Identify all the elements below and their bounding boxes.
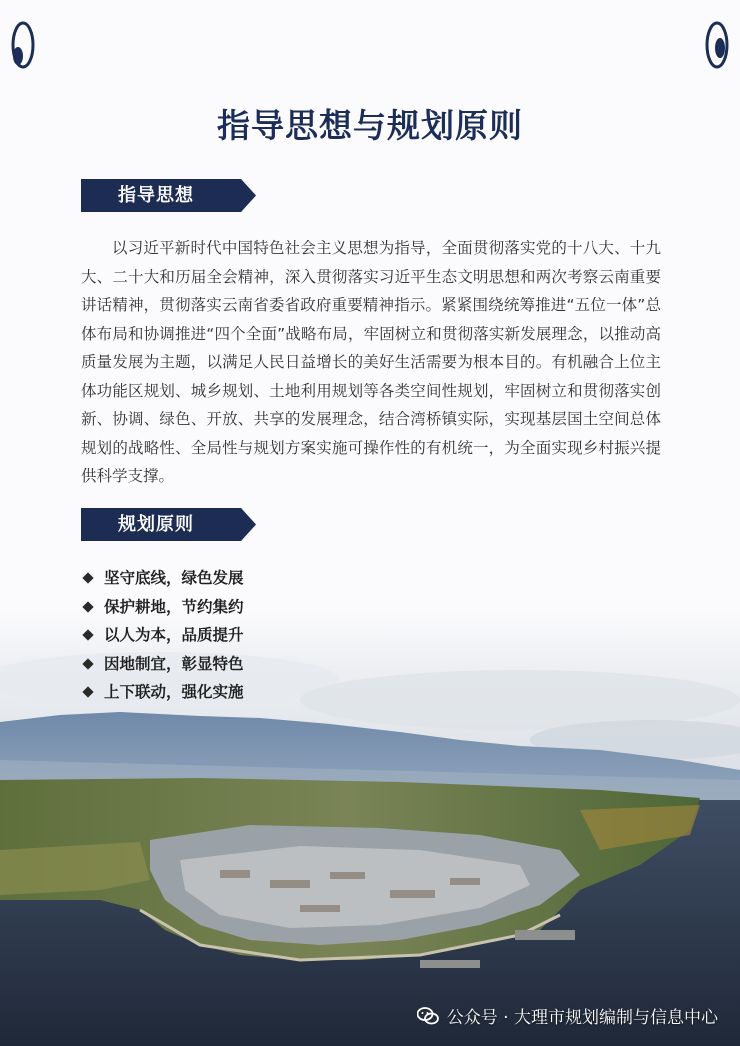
watermark-text: 公众号 · 大理市规划编制与信息中心 xyxy=(446,1008,718,1028)
section-heading-guiding-label: 指导思想 xyxy=(118,185,194,206)
section-heading-principles xyxy=(81,508,256,541)
diamond-bullet-icon xyxy=(82,658,93,669)
wechat-watermark xyxy=(417,1003,718,1028)
principle-text: 以人为本，品质提升 xyxy=(104,626,244,644)
list-item xyxy=(80,650,244,679)
section-heading-principles-label: 规划原则 xyxy=(118,514,194,535)
section-heading-guiding xyxy=(81,179,256,212)
diamond-bullet-icon xyxy=(82,687,93,698)
corner-ring-icon-right xyxy=(704,18,730,72)
diamond-bullet-icon xyxy=(82,601,93,612)
diamond-bullet-icon xyxy=(82,573,93,584)
principle-text: 坚守底线，绿色发展 xyxy=(104,569,244,587)
guiding-paragraph: 以习近平新时代中国特色社会主义思想为指导，全面贯彻落实党的十八大、十九大、二十大和历届全会精神，深入贯彻落实习近平生态文明思想和两次考察云南重要讲话精神，贯彻落实云南省委省政府重要精神指示。紧紧围绕统筹推进“五位一体”总体布局和协调推进“四个全面”战略布局，牢固树立和贯彻落实新发展理念，以推动高质量发展为主题，以满足人民日益增长的美好生活需要为根本目的。有机融合上位主体功能区规划、城乡规划、土地利用规划等各类空间性规划，牢固树立和贯彻落实创新、协调、绿色、开放、共享的发展理念，结合湾桥镇实际，实现基层国土空间总体规划的战略性、全局性与规划方案实施可操作性的有机统一，为全面实现乡村振兴提供科学支撑。 xyxy=(81,239,661,485)
list-item xyxy=(80,593,244,622)
principle-text: 上下联动，强化实施 xyxy=(104,683,244,701)
list-item xyxy=(80,621,244,650)
principle-text: 因地制宜，彰显特色 xyxy=(104,654,244,673)
page-title: 指导思想与规划原则 xyxy=(217,106,523,145)
corner-ring-icon-left xyxy=(10,18,36,72)
list-item xyxy=(80,678,244,707)
list-item xyxy=(80,564,244,593)
diamond-bullet-icon xyxy=(82,630,93,641)
principle-text: 保护耕地，节约集约 xyxy=(104,597,244,616)
wechat-icon xyxy=(417,1007,439,1025)
principles-list xyxy=(80,564,244,707)
